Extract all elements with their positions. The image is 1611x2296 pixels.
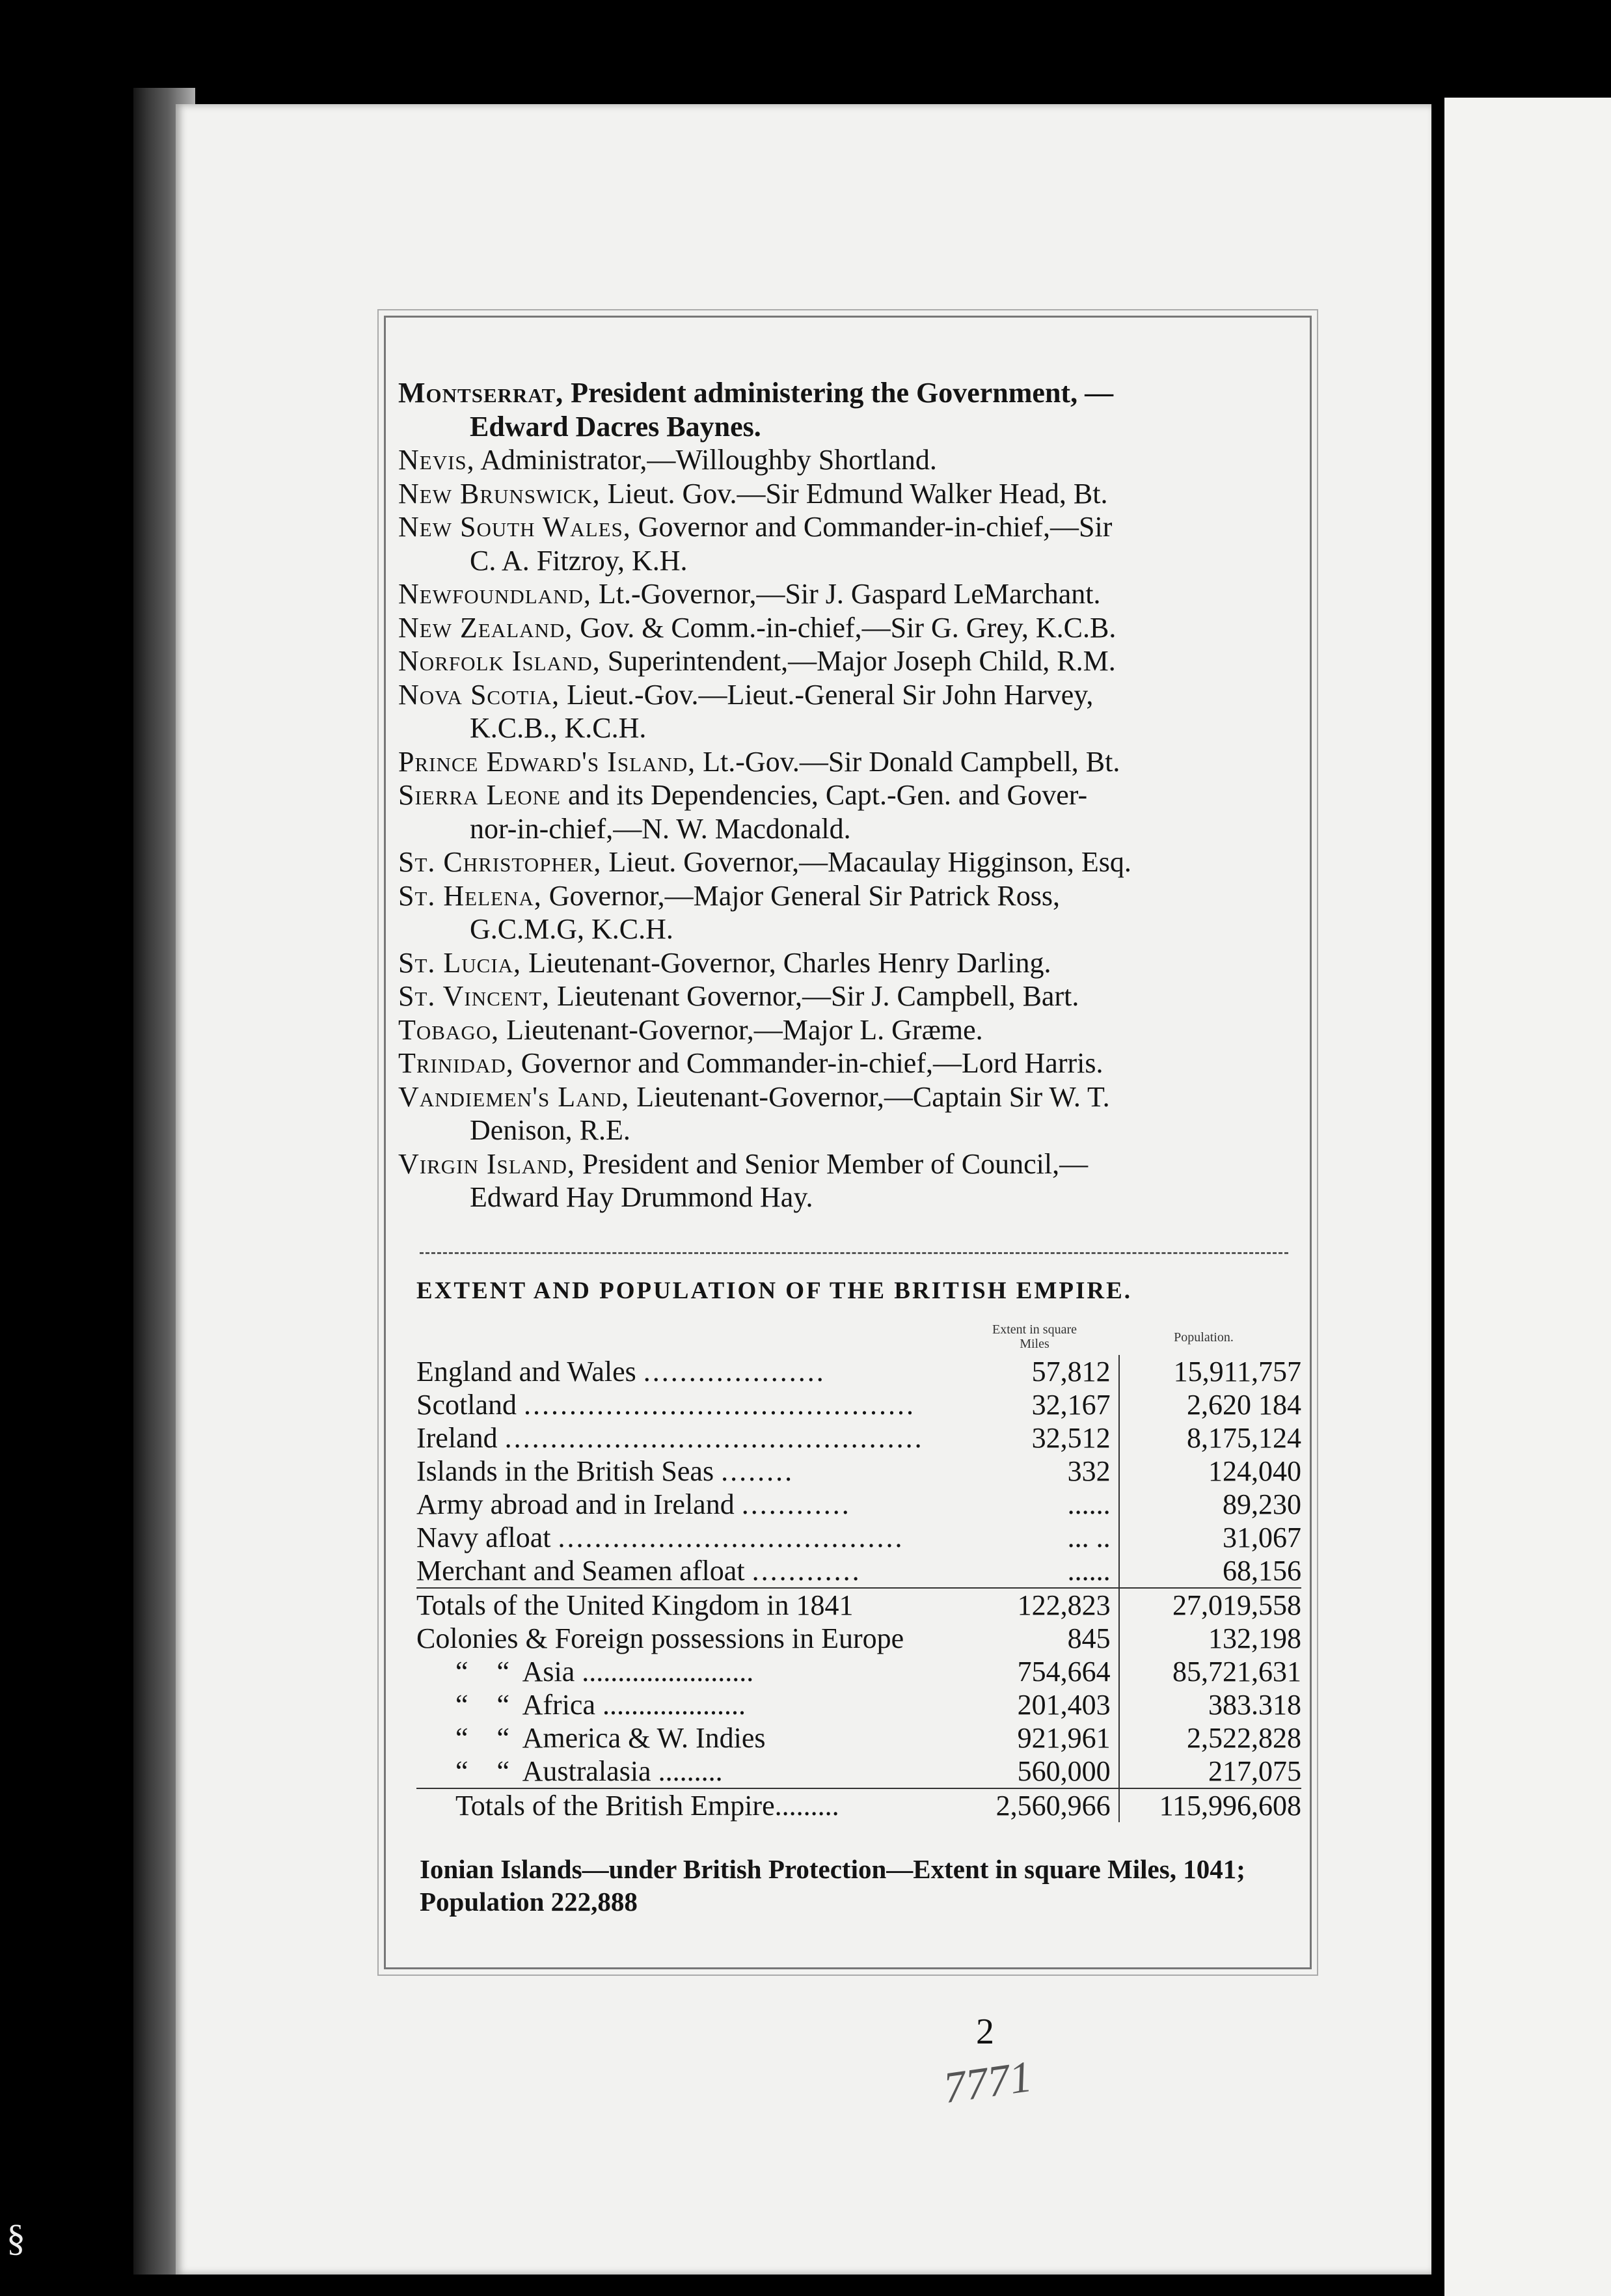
- row-label: “ “ Africa ....................: [455, 1689, 746, 1721]
- list-item: [398, 879, 1296, 946]
- dot-leader: ......................................: [558, 1522, 904, 1553]
- list-item: [398, 1046, 1296, 1080]
- entry-text: Administrator,—Willoughby Shortland.: [474, 444, 937, 476]
- row-label: Totals of the British Empire.........: [416, 1788, 988, 1822]
- colony-name: Nova Scotia,: [398, 678, 560, 711]
- entry-text: Lieut.-Gov.—Lieut.-General Sir John Harvey,: [560, 678, 1094, 711]
- list-item: [398, 745, 1296, 779]
- row-label: Totals of the United Kingdom in 1841: [416, 1588, 988, 1622]
- extent-cell: 332: [988, 1455, 1118, 1488]
- entry-text: Lt.-Governor,—Sir J. Gaspard LeMarchant.: [591, 578, 1101, 610]
- row-label: Ireland: [416, 1422, 498, 1454]
- dot-leader: ............: [741, 1488, 851, 1520]
- population-cell: 68,156: [1223, 1555, 1301, 1587]
- list-item: [398, 1080, 1296, 1147]
- extent-cell: 2,560,966: [988, 1788, 1118, 1822]
- extent-cell: 560,000: [988, 1755, 1118, 1788]
- colony-name: Nevis,: [398, 444, 475, 476]
- page-number: 2: [976, 2012, 994, 2052]
- table-row: [416, 1554, 1301, 1588]
- list-item: [398, 510, 1296, 577]
- colony-name: St. Helena,: [398, 879, 542, 912]
- row-label: Colonies & Foreign possessions in Europe: [416, 1622, 904, 1654]
- list-item: [398, 979, 1296, 1013]
- dot-leader: ....................: [643, 1356, 826, 1387]
- entry-text: Governor,—Major General Sir Patrick Ross,: [541, 879, 1060, 912]
- extent-cell: 57,812: [988, 1355, 1118, 1388]
- list-item: [398, 946, 1296, 980]
- entry-text: Governor and Commander-in-chief,—Lord Harris.: [513, 1047, 1103, 1079]
- extent-cell: 921,961: [988, 1721, 1118, 1755]
- population-table: [416, 1355, 1301, 1822]
- entry-text: Gov. & Comm.-in-chief,—Sir G. Grey, K.C.B.: [573, 611, 1117, 644]
- entry-text: Lieutenant-Governor,—Major L. Græme.: [499, 1013, 983, 1046]
- table-row: [416, 1755, 1301, 1788]
- dot-leader: ...........................................: [523, 1389, 915, 1421]
- row-label: Islands in the British Seas: [416, 1455, 714, 1487]
- population-cell: 27,019,558: [1119, 1588, 1301, 1622]
- entry-continuation: G.C.M.G, K.C.H.: [470, 913, 673, 945]
- colony-name: Vandiemen's Land,: [398, 1080, 630, 1113]
- colony-name: St. Christopher,: [398, 846, 602, 878]
- list-item: [398, 577, 1296, 611]
- colony-name: Norfolk Island,: [398, 645, 601, 677]
- list-item: [398, 644, 1296, 678]
- section-divider: [420, 1252, 1288, 1254]
- colony-name: Prince Edward's Island,: [398, 745, 696, 778]
- entry-text: Governor and Commander-in-chief,—Sir: [630, 511, 1113, 543]
- population-cell: 31,067: [1223, 1522, 1301, 1553]
- population-cell: 85,721,631: [1172, 1656, 1301, 1688]
- table-row: [416, 1388, 1301, 1421]
- pencil-annotation: 7771: [940, 2051, 1035, 2113]
- entry-text: Lieutenant-Governor,—Captain Sir W. T.: [629, 1080, 1110, 1113]
- entry-continuation: nor-in-chief,—N. W. Macdonald.: [470, 812, 851, 845]
- entry-text: Lieutenant Governor,—Sir J. Campbell, Bart.: [550, 980, 1079, 1012]
- population-cell: 89,230: [1223, 1488, 1301, 1520]
- population-cell: 217,075: [1208, 1755, 1301, 1787]
- colony-name: Newfoundland,: [398, 578, 591, 610]
- table-row: [416, 1521, 1301, 1554]
- row-label: “ “ America & W. Indies: [455, 1722, 766, 1754]
- row-label: Merchant and Seamen afloat: [416, 1555, 745, 1587]
- extent-cell: 845: [988, 1622, 1118, 1655]
- entry-text: Lieutenant-Governor, Charles Henry Darling.: [521, 946, 1051, 979]
- table-row: [416, 1655, 1301, 1688]
- list-item: [398, 778, 1296, 845]
- empire-total-row: [416, 1788, 1301, 1822]
- colony-name: Trinidad,: [398, 1047, 514, 1079]
- entry-continuation: C. A. Fitzroy, K.H.: [470, 544, 688, 577]
- table-row: [416, 1688, 1301, 1721]
- entry-text: President administering the Government, —: [563, 377, 1114, 409]
- colony-name: St. Lucia,: [398, 946, 522, 979]
- row-label: Scotland: [416, 1389, 517, 1421]
- colony-name: Virgin Island,: [398, 1147, 575, 1180]
- table-row: [416, 1721, 1301, 1755]
- row-label: England and Wales: [416, 1356, 636, 1387]
- colony-name: St. Vincent,: [398, 980, 550, 1012]
- colony-name: Tobago,: [398, 1013, 500, 1046]
- section-title: EXTENT AND POPULATION OF THE BRITISH EMPIRE.: [416, 1278, 1132, 1304]
- dot-leader: ........: [721, 1455, 794, 1487]
- list-item: [398, 1013, 1296, 1047]
- colony-name: Sierra Leone: [398, 779, 561, 811]
- row-label: “ “ Australasia .........: [455, 1755, 723, 1787]
- entry-text: Lieut. Governor,—Macaulay Higginson, Esq.: [601, 846, 1131, 878]
- extent-cell: ......: [988, 1554, 1118, 1588]
- facing-page-edge: [1444, 98, 1611, 2296]
- entry-continuation: K.C.B., K.C.H.: [470, 712, 647, 744]
- colony-name: New South Wales,: [398, 511, 631, 543]
- entry-continuation: Edward Dacres Baynes.: [470, 410, 761, 443]
- population-cell: 132,198: [1208, 1622, 1301, 1654]
- table-row: [416, 1622, 1301, 1655]
- population-column-header: Population.: [1174, 1330, 1234, 1345]
- population-cell: 8,175,124: [1187, 1422, 1301, 1454]
- row-label: Navy afloat: [416, 1522, 551, 1553]
- population-cell: 2,620 184: [1187, 1389, 1301, 1421]
- ionian-islands-note: Ionian Islands—under British Protection—Extent in square Miles, 1041; Population 222,888: [420, 1854, 1245, 1917]
- entry-continuation: Edward Hay Drummond Hay.: [470, 1181, 813, 1213]
- extent-cell: ... ..: [988, 1521, 1118, 1554]
- table-row: [416, 1455, 1301, 1488]
- population-cell: 115,996,608: [1119, 1788, 1301, 1822]
- entry-text: and its Dependencies, Capt.-Gen. and Gover-: [561, 779, 1088, 811]
- dot-leader: ..............................................: [504, 1422, 924, 1454]
- extent-cell: 122,823: [988, 1588, 1118, 1622]
- colony-name: New Zealand,: [398, 611, 573, 644]
- entry-continuation: Denison, R.E.: [470, 1114, 630, 1146]
- row-label: Army abroad and in Ireland: [416, 1488, 735, 1520]
- population-cell: 383.318: [1208, 1689, 1301, 1721]
- extent-cell: 754,664: [988, 1655, 1118, 1688]
- list-item: [398, 1147, 1296, 1214]
- row-label: “ “ Asia ........................: [455, 1656, 754, 1688]
- entry-text: Lieut. Gov.—Sir Edmund Walker Head, Bt.: [600, 477, 1108, 510]
- table-row: [416, 1488, 1301, 1521]
- population-cell: 2,522,828: [1187, 1722, 1301, 1754]
- entry-text: President and Senior Member of Council,—: [575, 1147, 1089, 1180]
- population-cell: 124,040: [1208, 1455, 1301, 1487]
- colony-name: Montserrat,: [398, 377, 564, 409]
- colony-name: New Brunswick,: [398, 477, 601, 510]
- list-item: [398, 678, 1296, 745]
- extent-cell: 201,403: [988, 1688, 1118, 1721]
- population-cell: 15,911,757: [1173, 1356, 1301, 1387]
- entry-text: Lt.-Gov.—Sir Donald Campbell, Bt.: [696, 745, 1120, 778]
- list-item: [398, 611, 1296, 645]
- extent-column-header: Extent in square Miles: [992, 1322, 1077, 1351]
- extent-cell: 32,167: [988, 1388, 1118, 1421]
- list-item: [398, 443, 1296, 477]
- governors-list: [398, 376, 1296, 1214]
- list-item: [398, 845, 1296, 879]
- list-item: [398, 477, 1296, 511]
- extent-cell: ......: [988, 1488, 1118, 1521]
- uk-total-row: [416, 1588, 1301, 1622]
- scan-mark-icon: §: [7, 2217, 25, 2259]
- table-row: [416, 1421, 1301, 1455]
- list-item: [398, 376, 1296, 443]
- dot-leader: ............: [751, 1555, 861, 1587]
- table-row: [416, 1355, 1301, 1388]
- entry-text: Superintendent,—Major Joseph Child, R.M.: [600, 645, 1116, 677]
- extent-cell: 32,512: [988, 1421, 1118, 1455]
